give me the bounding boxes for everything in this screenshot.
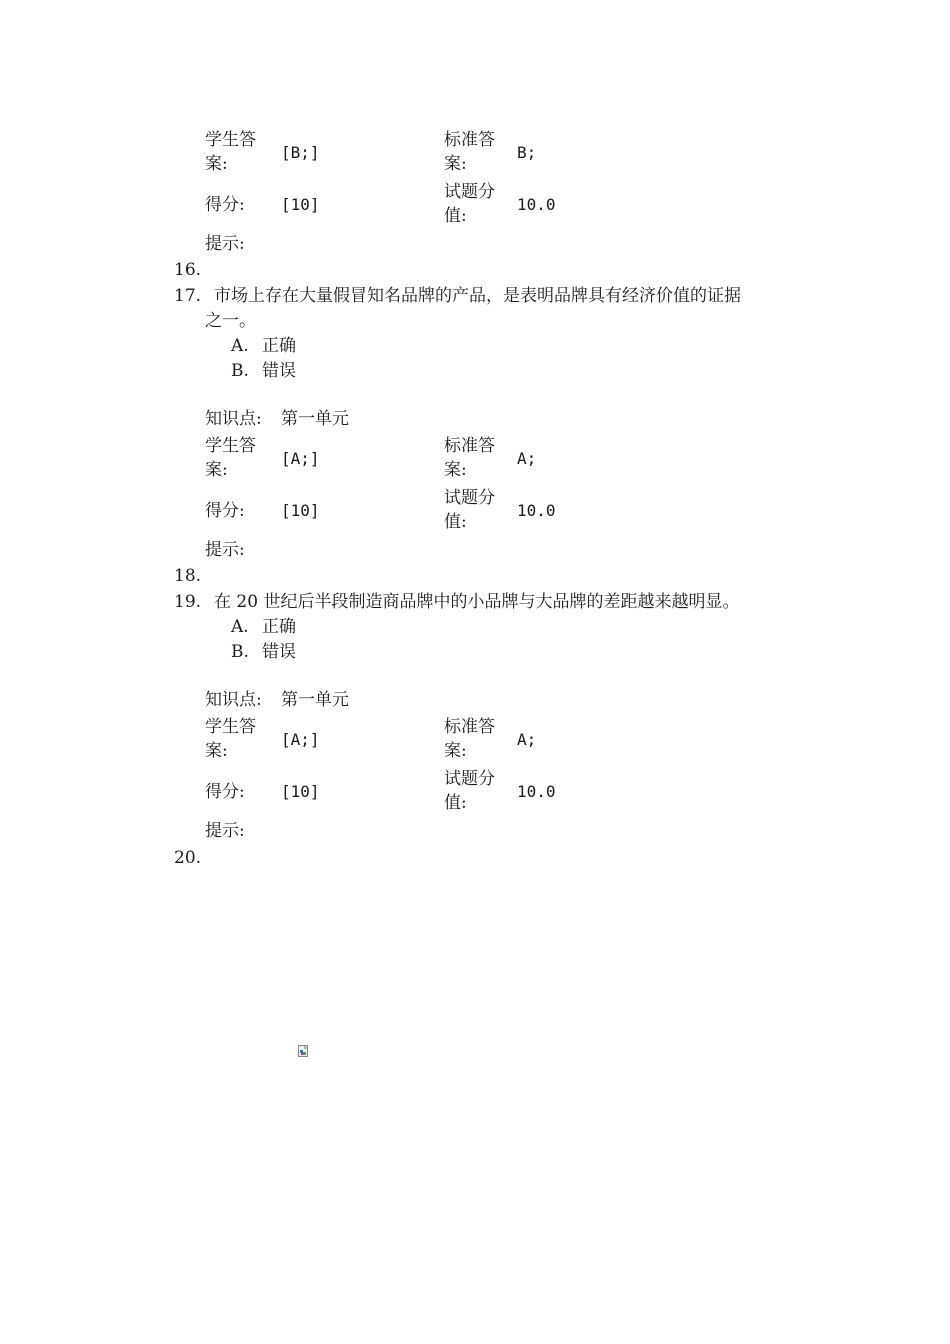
student-answer-label: 学生答案: — [205, 130, 256, 174]
question-value-label: 试题分值: — [444, 769, 495, 813]
standard-answer-label: 标准答案: — [444, 436, 495, 480]
option-letter: B. — [231, 361, 249, 381]
knowledge-point-value: 第一单元 — [281, 690, 349, 710]
option-letter: A. — [231, 617, 249, 637]
standard-answer-value: A; — [517, 730, 537, 749]
question-number: 18. — [174, 566, 202, 586]
hint-label: 提示: — [205, 234, 245, 254]
question-text: 在 20 世纪后半段制造商品牌中的小品牌与大品牌的差距越来越明显。 — [214, 592, 740, 612]
option-letter: A. — [231, 336, 249, 356]
student-answer-value: [A;] — [281, 730, 320, 749]
standard-answer-label: 标准答案: — [444, 130, 495, 174]
standard-answer-label: 标准答案: — [444, 717, 495, 761]
question-number: 17. — [174, 286, 202, 306]
question-number: 20. — [174, 848, 202, 868]
hint-label: 提示: — [205, 821, 245, 841]
student-answer-value: [A;] — [281, 449, 320, 468]
knowledge-point-label: 知识点: — [205, 409, 262, 429]
question-number: 16. — [174, 260, 202, 280]
hint-label: 提示: — [205, 540, 245, 560]
student-answer-label: 学生答案: — [205, 717, 256, 761]
standard-answer-value: B; — [517, 143, 537, 162]
question-value-label: 试题分值: — [444, 488, 495, 532]
option-text: 错误 — [262, 361, 296, 381]
question-value-label: 试题分值: — [444, 182, 495, 226]
knowledge-point-label: 知识点: — [205, 690, 262, 710]
score-label: 得分: — [205, 782, 245, 802]
option-text: 正确 — [262, 617, 296, 637]
question-value-value: 10.0 — [517, 501, 556, 520]
question-text: 市场上存在大量假冒知名品牌的产品，是表明品牌具有经济价值的证据 — [214, 286, 741, 306]
score-value: [10] — [281, 195, 320, 214]
student-answer-value: [B;] — [281, 143, 320, 162]
score-label: 得分: — [205, 195, 245, 215]
broken-image-icon — [298, 1042, 310, 1054]
question-number: 19. — [174, 592, 202, 612]
score-value: [10] — [281, 501, 320, 520]
option-text: 错误 — [262, 642, 296, 662]
option-text: 正确 — [262, 336, 296, 356]
score-label: 得分: — [205, 501, 245, 521]
standard-answer-value: A; — [517, 449, 537, 468]
question-text-continued: 之一。 — [205, 311, 256, 331]
question-value-value: 10.0 — [517, 782, 556, 801]
option-letter: B. — [231, 642, 249, 662]
question-value-value: 10.0 — [517, 195, 556, 214]
knowledge-point-value: 第一单元 — [281, 409, 349, 429]
student-answer-label: 学生答案: — [205, 436, 256, 480]
score-value: [10] — [281, 782, 320, 801]
